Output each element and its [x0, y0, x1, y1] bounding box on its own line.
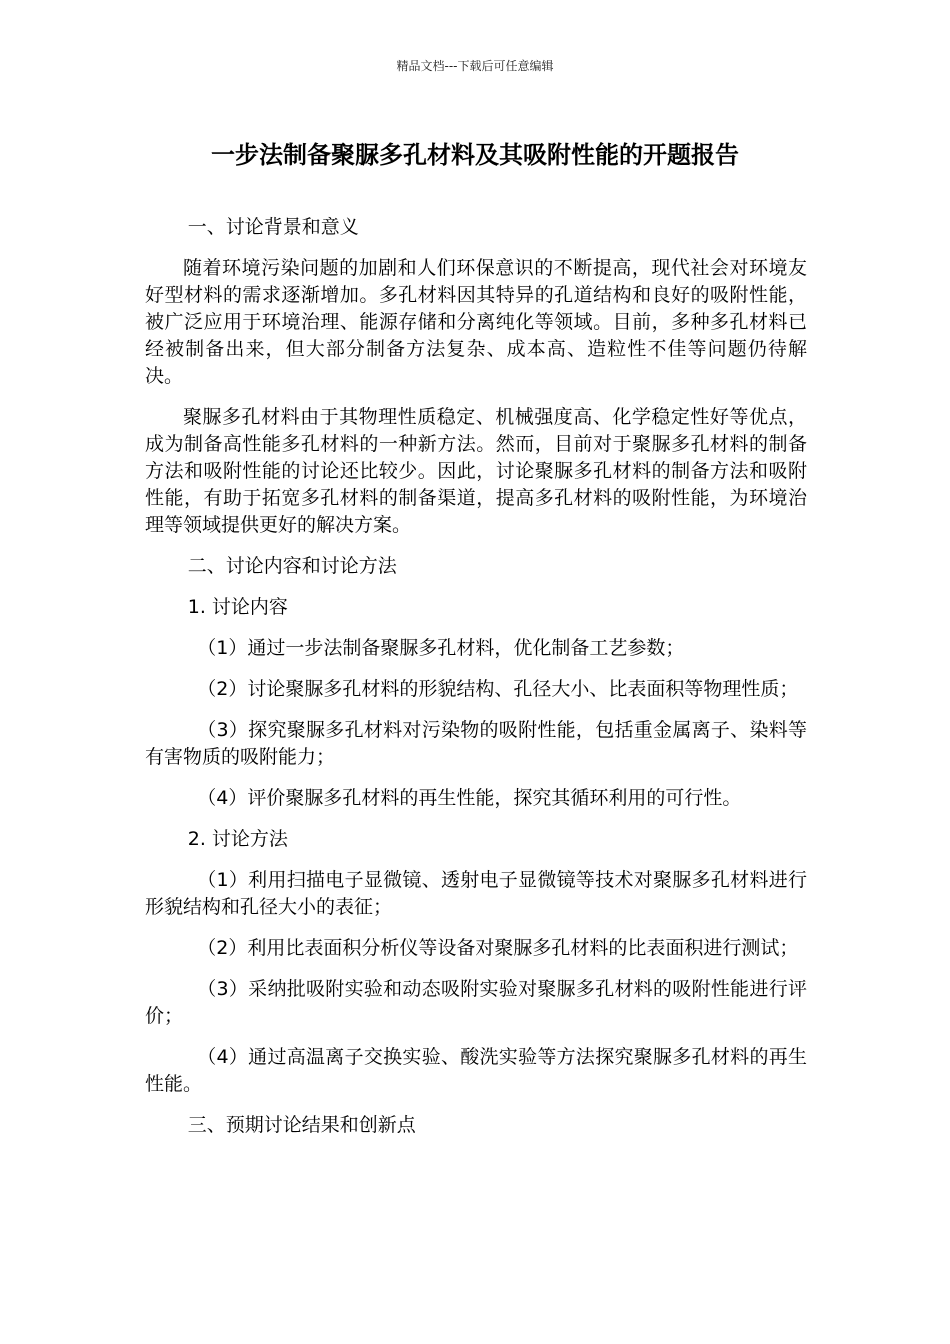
- content-item-1: （1）通过一步法制备聚脲多孔材料，优化制备工艺参数；: [197, 637, 685, 659]
- subheading-research-content: 1. 讨论内容: [187, 596, 288, 618]
- paragraph-background-1: 随着环境污染问题的加剧和人们环保意识的不断提高，现代社会对环境友好型材料的需求逐渐增加。多孔材料因其特异的孔道结构和良好的吸附性能，被广泛应用于环境治理、能源存储和分离纯化等领域。目前，多种多孔材料已经被制备出来，但大部分制备方法复杂、成本高、造粒性不佳等问题仍待解决。: [145, 257, 807, 387]
- header-note: 精品文档---下载后可任意编辑: [396, 59, 554, 73]
- section-heading-expected-results: 三、预期讨论结果和创新点: [187, 1114, 416, 1136]
- method-item-4: （4）通过高温离子交换实验、酸洗实验等方法探究聚脲多孔材料的再生性能。: [145, 1046, 807, 1095]
- document-body: [145, 214, 807, 1153]
- subheading-research-methods: 2. 讨论方法: [187, 828, 288, 850]
- method-item-3: （3）采纳批吸附实验和动态吸附实验对聚脲多孔材料的吸附性能进行评价；: [145, 978, 807, 1027]
- content-item-4: （4）评价聚脲多孔材料的再生性能，探究其循环利用的可行性。: [197, 787, 742, 809]
- method-item-2: （2）利用比表面积分析仪等设备对聚脲多孔材料的比表面积进行测试；: [197, 937, 799, 959]
- document-title: 一步法制备聚脲多孔材料及其吸附性能的开题报告: [211, 141, 739, 169]
- section-heading-content-methods: 二、讨论内容和讨论方法: [187, 555, 397, 577]
- section-heading-background: 一、讨论背景和意义: [187, 216, 359, 238]
- method-item-1: （1）利用扫描电子显微镜、透射电子显微镜等技术对聚脲多孔材料进行形貌结构和孔径大小的表征；: [145, 869, 807, 918]
- paragraph-background-2: 聚脲多孔材料由于其物理性质稳定、机械强度高、化学稳定性好等优点，成为制备高性能多孔材料的一种新方法。然而，目前对于聚脲多孔材料的制备方法和吸附性能的讨论还比较少。因此，讨论聚脲多孔材料的制备方法和吸附性能，有助于拓宽多孔材料的制备渠道，提高多孔材料的吸附性能，为环境治理等领域提供更好的解决方案。: [145, 406, 807, 536]
- content-item-3: （3）探究聚脲多孔材料对污染物的吸附性能，包括重金属离子、染料等有害物质的吸附能力；: [145, 719, 807, 768]
- content-item-2: （2）讨论聚脲多孔材料的形貌结构、孔径大小、比表面积等物理性质；: [197, 678, 799, 700]
